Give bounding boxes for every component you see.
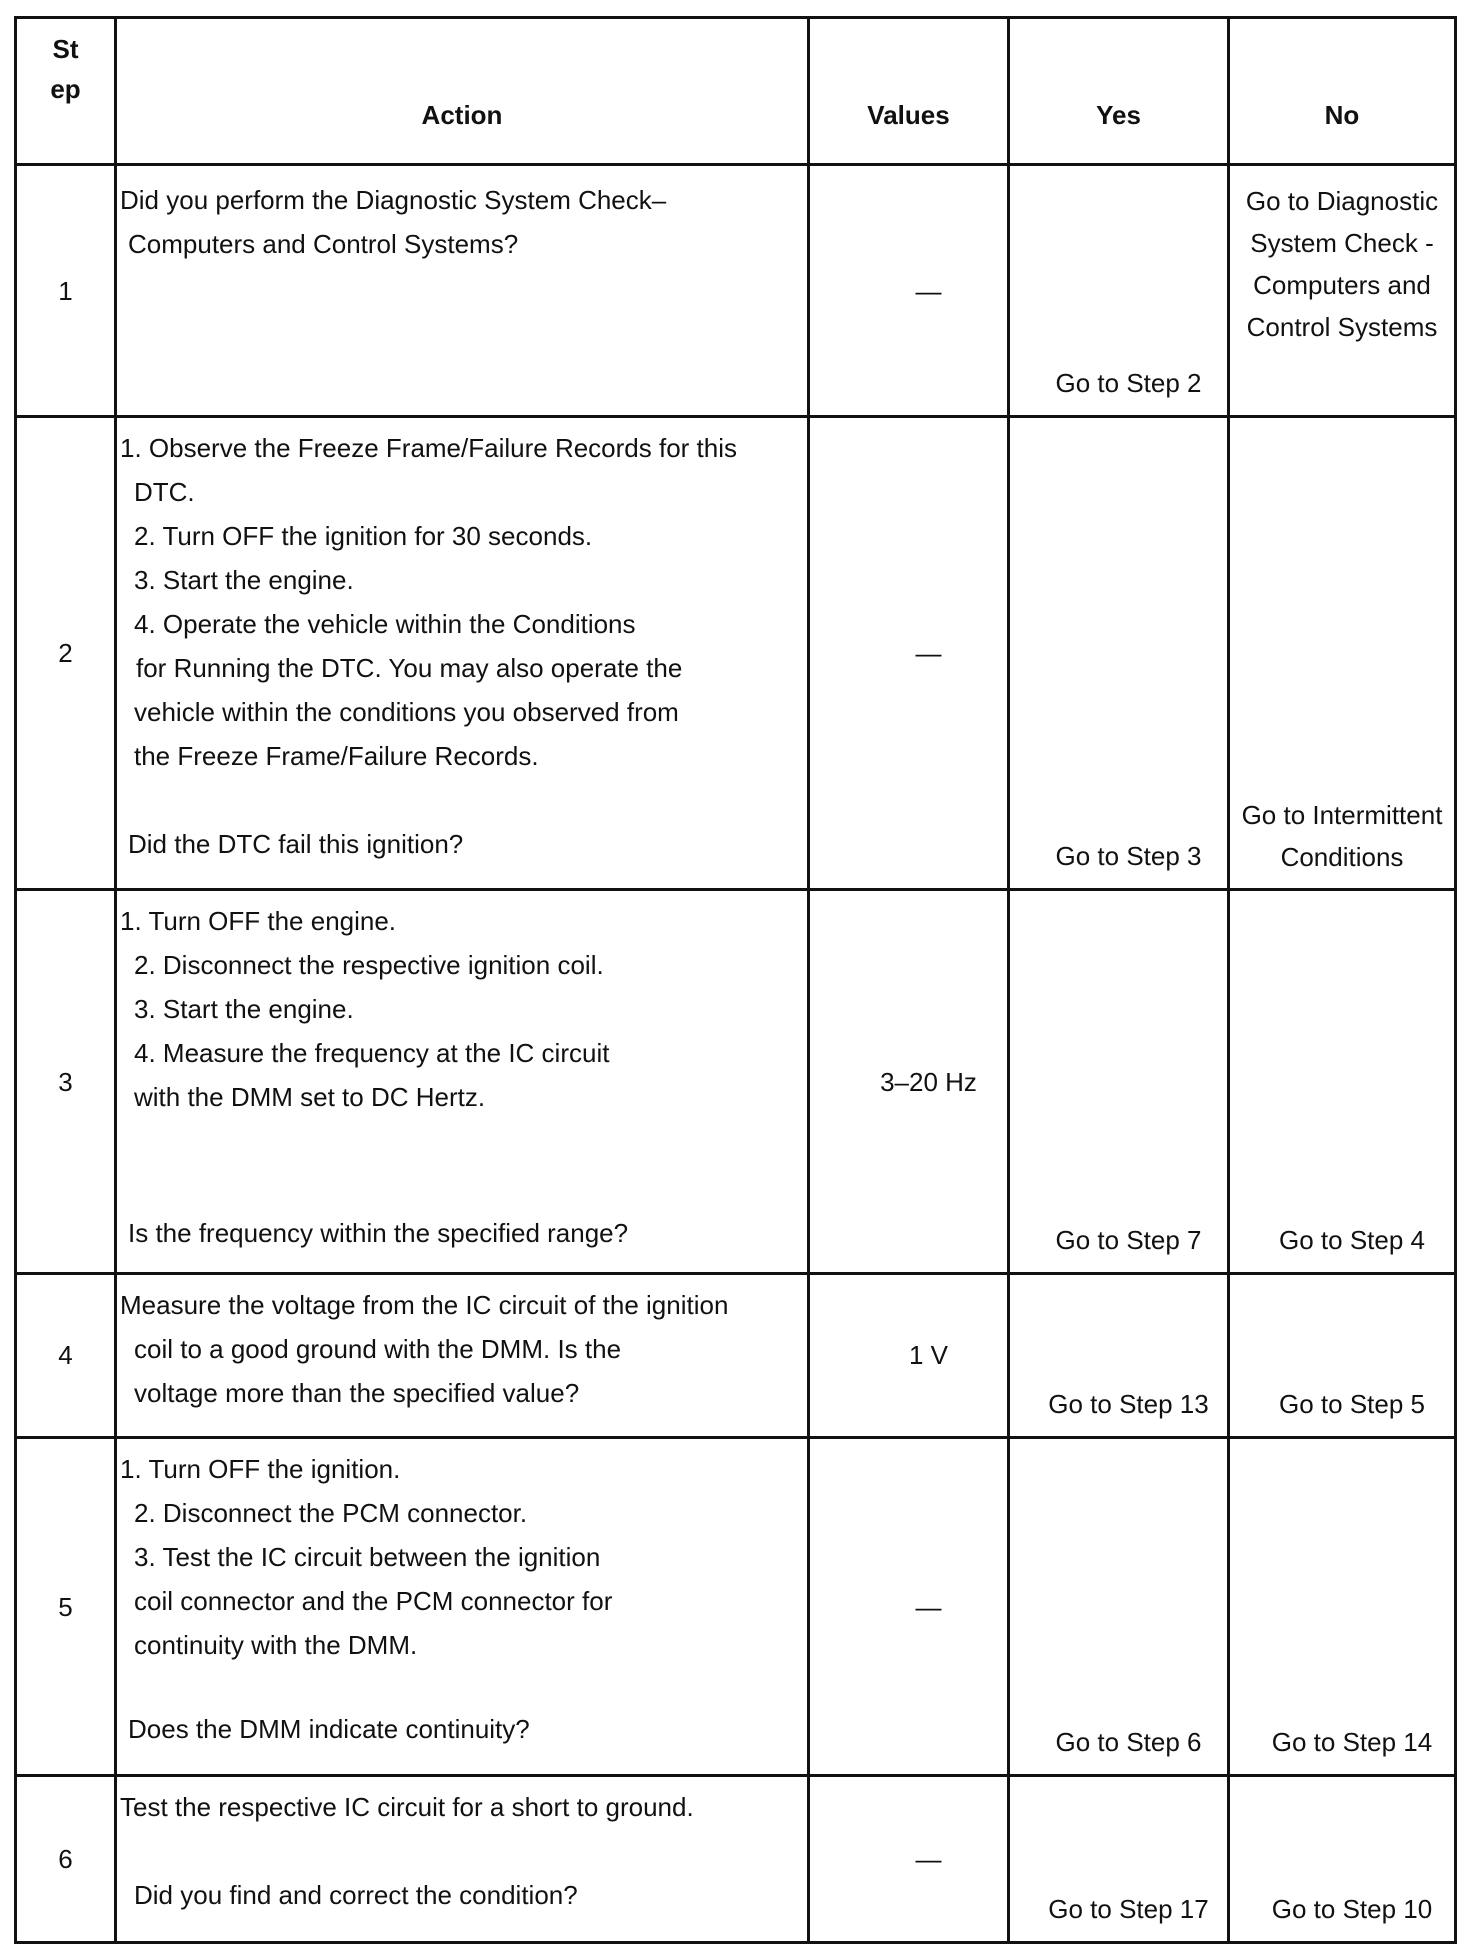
action-line: DTC. — [134, 477, 195, 507]
header-row — [16, 18, 1456, 165]
action-cell — [116, 1274, 809, 1438]
header-values: Values — [809, 18, 1009, 165]
action-line: continuity with the DMM. — [134, 1630, 418, 1660]
action-line: 2. Disconnect the PCM connector. — [134, 1498, 528, 1528]
value-cell: 3–20 Hz — [809, 890, 1009, 1274]
step-number: 4 — [16, 1274, 116, 1438]
action-line: the Freeze Frame/Failure Records. — [134, 741, 539, 771]
step-number: 6 — [16, 1776, 116, 1943]
header-step-line2: ep — [50, 74, 81, 104]
action-line: 2. Turn OFF the ignition for 30 seconds. — [134, 521, 593, 551]
action-question: Did the DTC fail this ignition? — [128, 829, 464, 859]
no-cell — [1229, 417, 1456, 890]
action-line: 3. Start the engine. — [134, 565, 354, 595]
yes-cell — [1009, 417, 1229, 890]
step-number: 3 — [16, 890, 116, 1274]
value-cell: — — [809, 417, 1009, 890]
action-question: Does the DMM indicate continuity? — [128, 1714, 530, 1744]
yes-link: Go to Step 7 — [1055, 1225, 1202, 1255]
action-line: 2. Disconnect the respective ignition coil. — [134, 950, 604, 980]
yes-link: Go to Step 3 — [1055, 841, 1202, 871]
header-no: No — [1229, 18, 1456, 165]
no-link: Go to Step 14 — [1271, 1727, 1433, 1757]
action-line: Did you perform the Diagnostic System Check– — [120, 185, 667, 215]
yes-cell — [1009, 890, 1229, 1274]
action-cell — [116, 417, 809, 890]
action-line: with the DMM set to DC Hertz. — [134, 1082, 486, 1112]
yes-link: Go to Step 6 — [1055, 1727, 1202, 1757]
action-line: coil to a good ground with the DMM. Is the — [134, 1334, 622, 1364]
no-cell — [1229, 1438, 1456, 1776]
action-line: 4. Operate the vehicle within the Conditions — [134, 609, 636, 639]
spacer — [120, 778, 799, 822]
spacer — [120, 1119, 799, 1211]
no-text-block — [1230, 794, 1454, 878]
yes-link: Go to Step 13 — [1048, 1389, 1209, 1419]
no-link: Go to Step 10 — [1271, 1894, 1433, 1924]
yes-link: Go to Step 17 — [1048, 1894, 1209, 1924]
table-row — [16, 1274, 1456, 1438]
value-cell: 1 V — [809, 1274, 1009, 1438]
table-row — [16, 165, 1456, 417]
step-number: 2 — [16, 417, 116, 890]
table-row — [16, 1776, 1456, 1943]
action-cell — [116, 890, 809, 1274]
action-line: 1. Turn OFF the ignition. — [120, 1454, 401, 1484]
yes-link: Go to Step 2 — [1055, 368, 1202, 398]
action-question: Is the frequency within the specified range? — [128, 1218, 629, 1248]
no-cell — [1229, 1274, 1456, 1438]
table-row — [16, 890, 1456, 1274]
action-line: coil connector and the PCM connector for — [134, 1586, 613, 1616]
no-cell — [1229, 1776, 1456, 1943]
header-step-line1: St — [52, 34, 79, 64]
yes-cell — [1009, 165, 1229, 417]
spacer — [120, 1667, 799, 1707]
yes-cell — [1009, 1776, 1229, 1943]
action-line: 3. Test the IC circuit between the ignition — [134, 1542, 601, 1572]
action-cell — [116, 165, 809, 417]
spacer — [120, 1829, 799, 1873]
no-text-block — [1230, 180, 1454, 348]
header-yes: Yes — [1009, 18, 1229, 165]
action-line: for Running the DTC. You may also operate the — [136, 653, 683, 683]
step-number: 5 — [16, 1438, 116, 1776]
action-cell — [116, 1438, 809, 1776]
no-line: Computers and — [1253, 270, 1431, 300]
action-line: 4. Measure the frequency at the IC circuit — [134, 1038, 610, 1068]
value-cell: — — [809, 1438, 1009, 1776]
no-line: System Check - — [1250, 228, 1434, 258]
yes-cell — [1009, 1438, 1229, 1776]
no-link: Go to Step 4 — [1279, 1225, 1425, 1255]
action-line: 1. Turn OFF the engine. — [120, 906, 397, 936]
step-number: 1 — [16, 165, 116, 417]
header-step — [16, 18, 116, 165]
action-cell — [116, 1776, 809, 1943]
yes-cell — [1009, 1274, 1229, 1438]
no-line: Go to Intermittent — [1241, 800, 1443, 830]
action-line: Test the respective IC circuit for a short to ground. — [120, 1792, 694, 1822]
action-line: voltage more than the specified value? — [134, 1378, 580, 1408]
value-cell: — — [809, 1776, 1009, 1943]
action-line: 3. Start the engine. — [134, 994, 354, 1024]
no-line: Control Systems — [1246, 312, 1438, 342]
no-cell — [1229, 165, 1456, 417]
action-question: Did you find and correct the condition? — [134, 1880, 578, 1910]
action-line: vehicle within the conditions you observed from — [134, 697, 679, 727]
action-line: 1. Observe the Freeze Frame/Failure Records for this — [120, 433, 738, 463]
action-line: Computers and Control Systems? — [128, 229, 519, 259]
table-row — [16, 1438, 1456, 1776]
no-link: Go to Step 5 — [1279, 1389, 1425, 1419]
action-line: Measure the voltage from the IC circuit of the ignition — [120, 1290, 729, 1320]
header-action: Action — [116, 18, 809, 165]
no-line: Go to Diagnostic — [1245, 186, 1439, 216]
table-row — [16, 417, 1456, 890]
diagnostic-table — [14, 16, 1457, 1944]
no-cell — [1229, 890, 1456, 1274]
value-cell: — — [809, 165, 1009, 417]
no-line: Conditions — [1280, 842, 1404, 872]
